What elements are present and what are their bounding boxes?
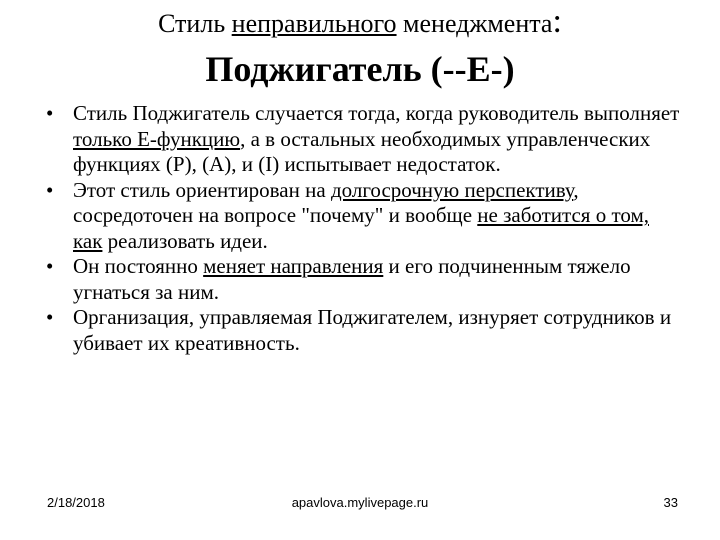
bullet-text: , а в остальных необходимых управленческих функциях (P), (A), и (I) испытывает недостаток. (73, 126, 651, 176)
bullet-underlined-text: не заботится о том, как (73, 203, 649, 253)
bullet-text: и его подчиненным тяжело угнаться за ним. (73, 254, 631, 304)
bullet-text: Он постоянно (73, 254, 204, 278)
slide-subtitle: Поджигатель (--E-) (205, 49, 515, 89)
bullet-text: Стиль Поджигатель случается тогда, когда руководитель выполняет (73, 101, 680, 125)
footer-date: 2/18/2018 (47, 495, 105, 510)
bullet-item (40, 305, 680, 356)
bullet-dot-icon: • (46, 254, 54, 278)
bullet-dot-icon: • (46, 177, 54, 202)
footer-url: apavlova.mylivepage.ru (291, 495, 429, 510)
bullet-dot-icon: • (46, 101, 54, 125)
title-underlined-word: неправильного (231, 9, 397, 38)
bullet-text: Организация, управляемая Поджигателем, изнуряет сотрудников и убивает их креативность. (73, 305, 672, 355)
title-colon: : (552, 3, 562, 40)
footer-page-number: 33 (663, 495, 678, 510)
bullet-text: , сосредоточен на вопросе "почему" и вообще (73, 177, 579, 227)
bullet-text: реализовать идеи. (102, 228, 268, 253)
bullet-underlined-text: меняет направления (203, 254, 384, 278)
bullet-item (40, 254, 680, 305)
bullet-text: Этот стиль ориентирован на (73, 177, 331, 202)
bullet-underlined-text: только E-функцию (73, 126, 241, 151)
bullet-dot-icon: • (46, 305, 54, 329)
title-prefix: Стиль (158, 9, 232, 38)
bullet-underlined-text: долгосрочную перспективу (330, 177, 574, 202)
title-suffix: менеджмента (396, 9, 553, 38)
slide-title (0, 4, 720, 42)
bullet-item (40, 178, 680, 255)
bullet-list (40, 101, 680, 356)
bullet-item (40, 101, 680, 178)
